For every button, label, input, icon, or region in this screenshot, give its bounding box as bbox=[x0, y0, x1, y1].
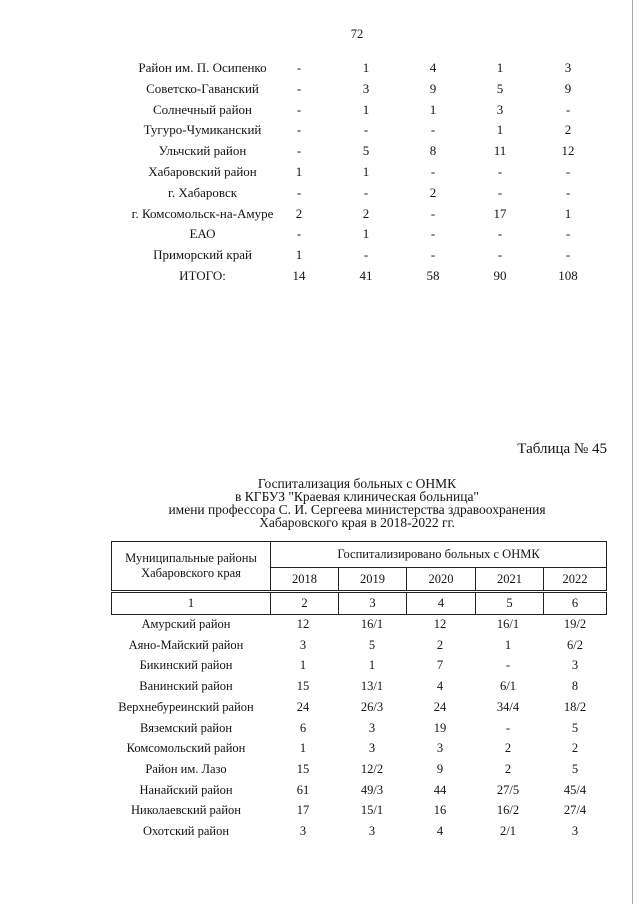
value-2018: 3 bbox=[299, 824, 307, 838]
value-2021: - bbox=[505, 720, 511, 735]
district-name: Советско-Гаванский bbox=[146, 80, 259, 96]
value-col-5: - bbox=[497, 226, 503, 242]
value-col-5: 3 bbox=[496, 101, 504, 117]
table-row bbox=[0, 635, 640, 656]
table-row bbox=[0, 800, 640, 821]
value-col-3: 5 bbox=[362, 143, 370, 159]
value-2019: 26/3 bbox=[360, 699, 384, 714]
value-col-5: 5 bbox=[496, 80, 504, 96]
value-2019: 16/1 bbox=[360, 617, 384, 631]
value-2021: 16/1 bbox=[496, 617, 520, 631]
value-2020: 12 bbox=[433, 617, 447, 631]
value-2018: 15 bbox=[296, 761, 310, 776]
value-2021: 2/1 bbox=[500, 824, 516, 838]
value-2022: 5 bbox=[571, 761, 579, 776]
value-2021: 34/4 bbox=[496, 699, 520, 714]
value-2022: 45/4 bbox=[563, 782, 587, 797]
value-col-4: 58 bbox=[426, 268, 440, 283]
district-name: г. Хабаровск bbox=[167, 184, 238, 200]
value-2021: - bbox=[505, 658, 511, 673]
table-row bbox=[0, 614, 640, 635]
value-col-2: - bbox=[296, 184, 302, 200]
value-col-2: 1 bbox=[295, 247, 303, 263]
value-2019: 1 bbox=[368, 658, 376, 673]
value-col-3: 1 bbox=[362, 226, 370, 242]
value-2019: 15/1 bbox=[360, 803, 384, 818]
district-name: Верхнебуреинский район bbox=[118, 699, 254, 714]
continuation-row bbox=[0, 224, 640, 245]
value-col-2: - bbox=[296, 80, 302, 96]
district-name: Бикинский район bbox=[139, 658, 233, 673]
value-2018: 6 bbox=[299, 720, 307, 735]
continuation-row bbox=[0, 204, 640, 225]
value-col-5: 90 bbox=[493, 268, 507, 283]
column-number: 1 bbox=[112, 592, 271, 615]
value-col-3: 1 bbox=[362, 60, 370, 75]
value-2021: 1 bbox=[504, 637, 512, 652]
value-2020: 2 bbox=[436, 637, 444, 652]
value-col-5: - bbox=[497, 164, 503, 179]
value-col-5: 1 bbox=[496, 60, 504, 75]
value-2018: 15 bbox=[296, 679, 310, 694]
title-line: Госпитализация больных с ОНМК bbox=[257, 476, 457, 491]
value-col-4: 2 bbox=[429, 184, 437, 200]
value-col-2: - bbox=[296, 60, 302, 75]
value-2021: 6/1 bbox=[500, 679, 516, 694]
value-col-3: - bbox=[363, 184, 369, 200]
year-header-2018: 2018 bbox=[271, 568, 339, 592]
value-2018: 61 bbox=[296, 782, 310, 797]
value-col-4: 9 bbox=[429, 80, 437, 96]
value-col-3: 41 bbox=[359, 268, 373, 283]
value-2021: 16/2 bbox=[496, 803, 520, 818]
table-row bbox=[0, 821, 640, 842]
value-col-6: - bbox=[565, 101, 571, 117]
continuation-row bbox=[0, 120, 640, 141]
value-col-3: 1 bbox=[362, 164, 370, 179]
value-2020: 19 bbox=[433, 720, 447, 735]
value-col-6: 12 bbox=[561, 143, 575, 159]
value-col-4: - bbox=[430, 247, 436, 263]
value-col-6: 2 bbox=[564, 122, 572, 138]
value-col-6: - bbox=[565, 226, 571, 242]
value-2020: 4 bbox=[436, 824, 444, 838]
value-2020: 24 bbox=[433, 699, 447, 714]
value-col-4: - bbox=[430, 205, 436, 221]
district-name: Охотский район bbox=[142, 824, 230, 838]
value-col-4: - bbox=[430, 226, 436, 242]
value-2022: 18/2 bbox=[563, 699, 587, 714]
column-number: 5 bbox=[476, 592, 544, 615]
year-header-2019: 2019 bbox=[339, 568, 407, 592]
value-col-2: 14 bbox=[292, 268, 306, 283]
table-caption: Таблица № 45 bbox=[517, 441, 607, 457]
continuation-row bbox=[0, 58, 640, 79]
title-line: Хабаровского края в 2018-2022 гг. bbox=[259, 515, 455, 530]
value-col-5: 1 bbox=[496, 122, 504, 138]
value-col-6: 3 bbox=[564, 60, 572, 75]
value-col-2: - bbox=[296, 143, 302, 159]
district-name: Район им. Лазо bbox=[145, 761, 227, 776]
value-2021: 27/5 bbox=[496, 782, 520, 797]
scan-edge-line bbox=[632, 0, 633, 904]
district-name: Тугуро-Чумиканский bbox=[143, 122, 262, 138]
district-name: ЕАО bbox=[189, 226, 216, 242]
district-name: Аяно-Майский район bbox=[128, 637, 244, 652]
table-45-header bbox=[111, 541, 607, 615]
continuation-row bbox=[0, 162, 640, 183]
value-2019: 3 bbox=[368, 741, 376, 756]
value-2022: 27/4 bbox=[563, 803, 587, 818]
district-name: Комсомольский район bbox=[126, 741, 246, 756]
table-row bbox=[0, 676, 640, 697]
value-2019: 3 bbox=[368, 824, 376, 838]
value-col-2: - bbox=[296, 226, 302, 242]
header-row-column-numbers bbox=[112, 592, 607, 615]
value-col-6: 9 bbox=[564, 80, 572, 96]
hospitalized-group-header: Госпитализировано больных с ОНМК bbox=[271, 542, 607, 568]
value-2022: 3 bbox=[571, 658, 579, 673]
table-row bbox=[0, 759, 640, 780]
page-number: 72 bbox=[350, 27, 364, 41]
column-number: 2 bbox=[271, 592, 339, 615]
header-row-group bbox=[112, 542, 607, 568]
district-name: Ванинский район bbox=[139, 679, 233, 694]
value-2022: 8 bbox=[571, 679, 579, 694]
table-row bbox=[0, 738, 640, 759]
year-header-2020: 2020 bbox=[407, 568, 476, 592]
value-2019: 12/2 bbox=[360, 761, 384, 776]
value-col-2: - bbox=[296, 122, 302, 138]
value-2018: 24 bbox=[296, 699, 310, 714]
continuation-row bbox=[0, 100, 640, 121]
district-name: г. Комсомольск-на-Амуре bbox=[131, 205, 274, 221]
value-col-4: 1 bbox=[429, 101, 437, 117]
table-row bbox=[0, 718, 640, 739]
value-col-3: 1 bbox=[362, 101, 370, 117]
value-2022: 2 bbox=[571, 741, 579, 756]
value-2018: 1 bbox=[299, 658, 307, 673]
column-number: 6 bbox=[544, 592, 607, 615]
value-col-5: - bbox=[497, 184, 503, 200]
district-name: Солнечный район bbox=[152, 101, 252, 117]
value-col-2: 2 bbox=[295, 205, 303, 221]
continuation-row bbox=[0, 183, 640, 204]
value-2022: 3 bbox=[571, 824, 579, 838]
district-name: Приморский край bbox=[153, 247, 252, 263]
value-2022: 5 bbox=[571, 720, 579, 735]
value-col-3: - bbox=[363, 247, 369, 263]
table-title bbox=[107, 477, 607, 529]
value-2018: 17 bbox=[296, 803, 310, 818]
value-2020: 4 bbox=[436, 679, 444, 694]
value-col-2: - bbox=[296, 101, 302, 117]
value-2021: 2 bbox=[504, 761, 512, 776]
district-name: Хабаровский район bbox=[148, 164, 257, 179]
value-col-4: - bbox=[430, 122, 436, 138]
value-col-5: - bbox=[497, 247, 503, 263]
value-2018: 3 bbox=[299, 637, 307, 652]
value-col-4: 4 bbox=[429, 60, 437, 75]
value-2018: 1 bbox=[299, 741, 307, 756]
value-col-3: 3 bbox=[362, 80, 370, 96]
value-col-6: 108 bbox=[558, 268, 578, 283]
value-2019: 5 bbox=[368, 637, 376, 652]
value-col-3: 2 bbox=[362, 205, 370, 221]
table-row bbox=[0, 655, 640, 676]
value-col-6: 1 bbox=[564, 205, 572, 221]
value-2022: 6/2 bbox=[567, 637, 583, 652]
value-col-5: 17 bbox=[493, 205, 507, 221]
value-col-6: - bbox=[565, 184, 571, 200]
continuation-row bbox=[0, 266, 640, 287]
value-2021: 2 bbox=[504, 741, 512, 756]
continuation-row bbox=[0, 79, 640, 100]
district-name: Район им. П. Осипенко bbox=[138, 60, 267, 75]
continuation-row bbox=[0, 141, 640, 162]
value-2020: 9 bbox=[436, 761, 444, 776]
value-2020: 16 bbox=[433, 803, 447, 818]
value-col-4: - bbox=[430, 164, 436, 179]
district-header-line: Хабаровского края bbox=[141, 566, 241, 580]
value-2020: 44 bbox=[433, 782, 447, 797]
value-2019: 13/1 bbox=[360, 679, 384, 694]
table-row bbox=[0, 697, 640, 718]
value-col-3: - bbox=[363, 122, 369, 138]
value-col-2: 1 bbox=[295, 164, 303, 179]
year-header-2022: 2022 bbox=[544, 568, 607, 592]
district-header-line: Муниципальные районы bbox=[125, 551, 257, 565]
value-col-6: - bbox=[565, 247, 571, 263]
district-name: Амурский район bbox=[141, 617, 231, 631]
value-2020: 7 bbox=[436, 658, 444, 673]
title-line: имени профессора С. И. Сергеева министерства здравоохранения bbox=[168, 502, 546, 517]
table-row bbox=[0, 780, 640, 801]
year-header-2021: 2021 bbox=[476, 568, 544, 592]
district-column-header bbox=[112, 542, 271, 592]
value-col-6: - bbox=[565, 164, 571, 179]
district-name: Ульчский район bbox=[158, 143, 247, 159]
column-number: 4 bbox=[407, 592, 476, 615]
value-col-5: 11 bbox=[493, 143, 507, 159]
value-2020: 3 bbox=[436, 741, 444, 756]
district-name: Нанайский район bbox=[139, 782, 233, 797]
district-name: Вяземский район bbox=[139, 720, 233, 735]
value-2018: 12 bbox=[296, 617, 310, 631]
continuation-row bbox=[0, 245, 640, 266]
district-name: ИТОГО: bbox=[179, 268, 226, 283]
value-col-4: 8 bbox=[429, 143, 437, 159]
column-number: 3 bbox=[339, 592, 407, 615]
value-2022: 19/2 bbox=[563, 617, 587, 631]
district-name: Николаевский район bbox=[131, 803, 241, 818]
value-2019: 49/3 bbox=[360, 782, 384, 797]
value-2019: 3 bbox=[368, 720, 376, 735]
title-line: в КГБУЗ "Краевая клиническая больница" bbox=[235, 489, 479, 504]
